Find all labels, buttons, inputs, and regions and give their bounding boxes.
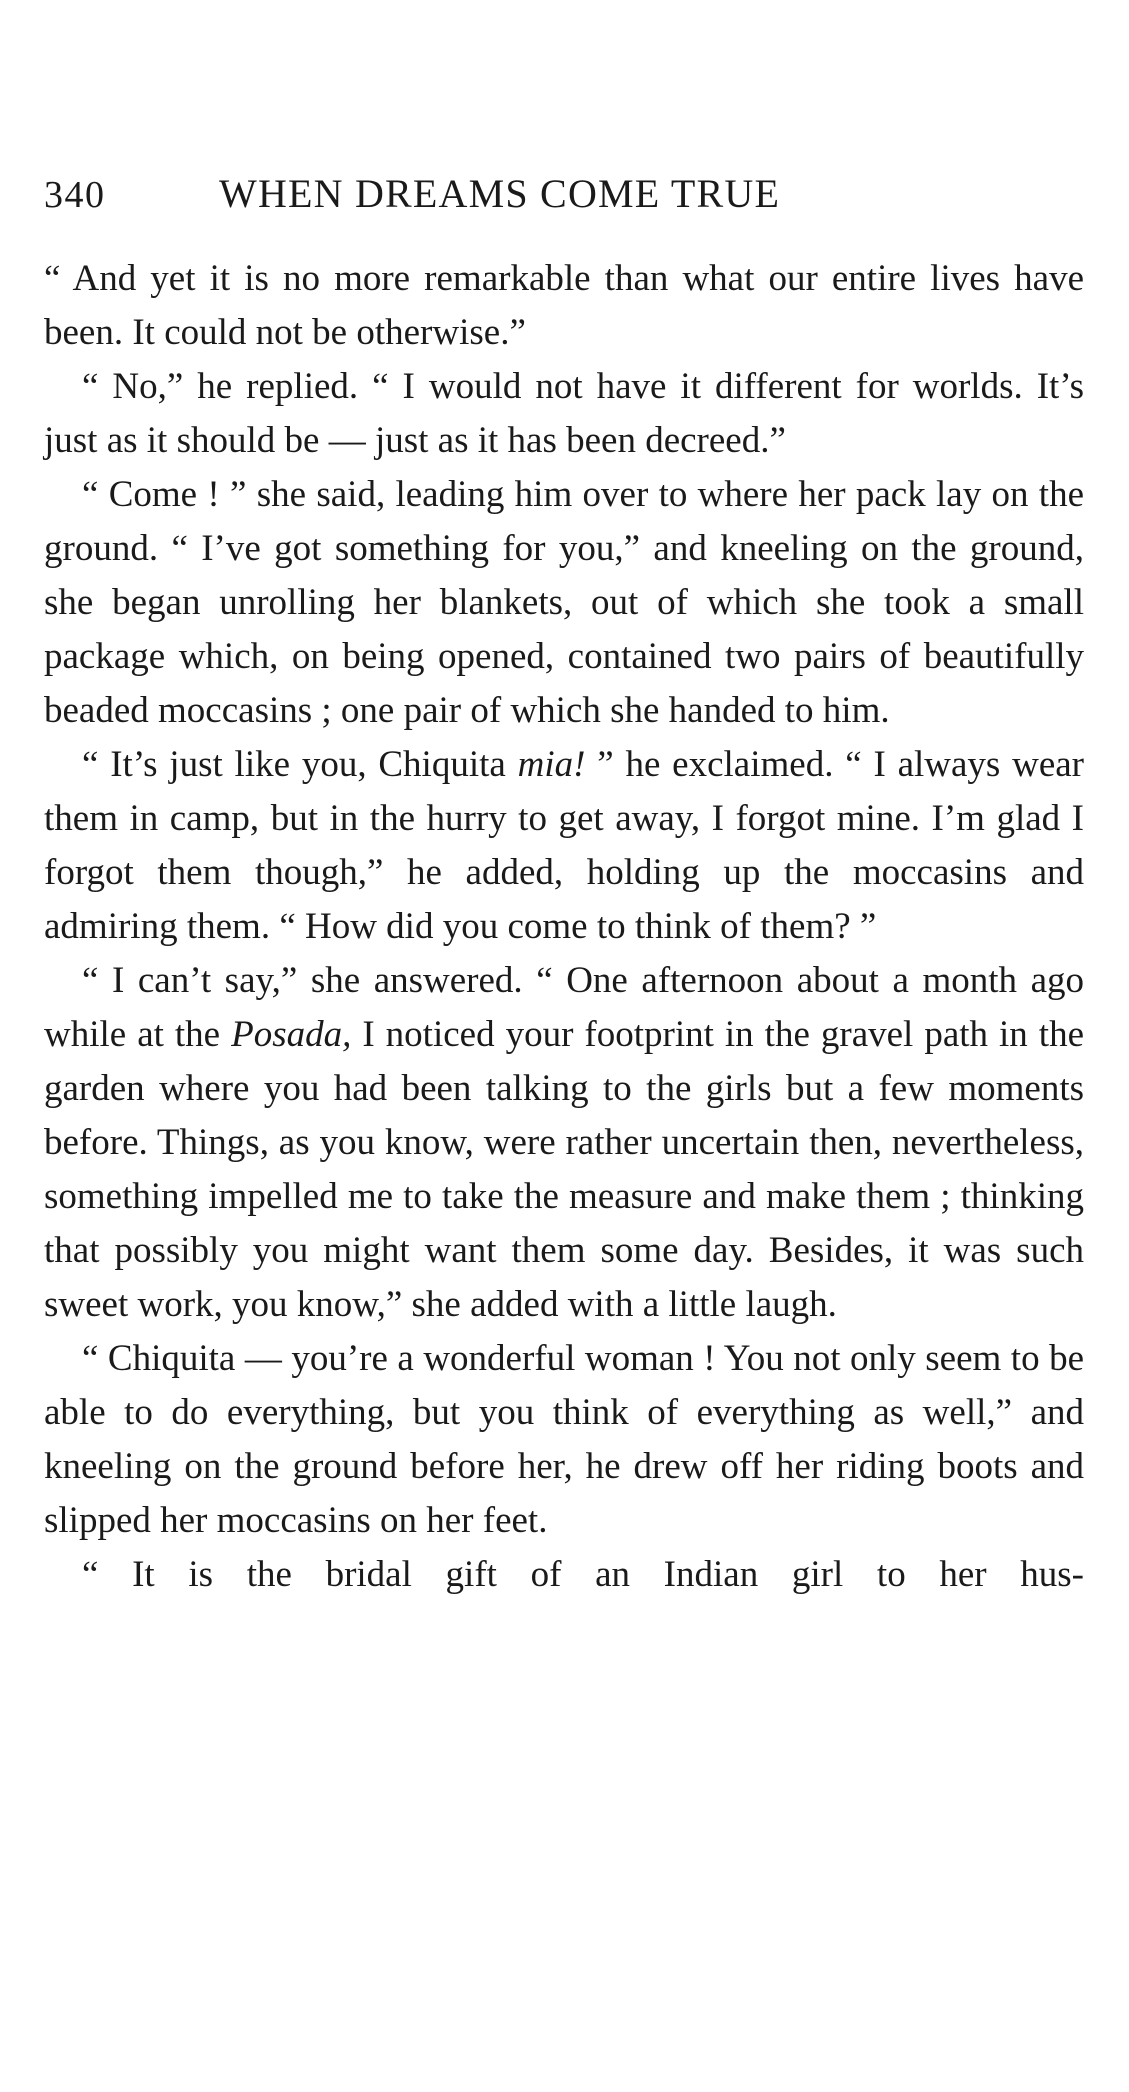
paragraph-6-text: “ Chiquita — you’re a wonderful woman ! You not only seem to be able to do everything, but you think of everything as well,” and kneeling on the ground before her, he drew off her riding boots and slipped her moccasins on her feet. — [44, 1338, 1084, 1541]
book-page — [44, 170, 1084, 1602]
paragraph-7 — [44, 1548, 1084, 1602]
paragraph-4 — [44, 738, 1084, 954]
paragraph-6 — [44, 1332, 1084, 1548]
paragraph-2 — [44, 360, 1084, 468]
paragraph-3 — [44, 468, 1084, 738]
paragraph-4-italic-mia: mia! — [517, 744, 586, 785]
paragraph-5-text-b: I noticed your footprint in the gravel path in the garden where you had been talking to the girls but a few moments before. Things, as you know, were rather uncertain then, nevertheless, something impelled me to take the measure and make them ; thinking that possibly you might want them some day. Besides, it was such sweet work, you know,” she added with a little laugh. — [44, 1014, 1084, 1325]
paragraph-1-text: “ And yet it is no more remarkable than what our entire lives have been. It could not be otherwise.” — [44, 258, 1084, 353]
paragraph-5-italic-posada: Posada, — [231, 1014, 352, 1055]
paragraph-7-text: “ It is the bridal gift of an Indian girl to her hus- — [82, 1554, 1084, 1595]
paragraph-5-text-a: “ I can’t say,” she answered. “ One afternoon about a month ago while at the — [44, 960, 1084, 1055]
paragraph-4-text-a: “ It’s just like you, Chiquita — [82, 744, 518, 785]
paragraph-4-text-b: ” he exclaimed. “ I always wear them in camp, but in the hurry to get away, I forgot mine. I’m glad I forgot them though,” he added, holding up the moccasins and admiring them. “ How did you come to think of them? ” — [44, 744, 1084, 947]
paragraph-1 — [44, 252, 1084, 360]
running-head — [44, 170, 1084, 230]
paragraph-2-text: “ No,” he replied. “ I would not have it different for worlds. It’s just as it should be — just as it has been decreed.” — [44, 366, 1084, 461]
body-text — [44, 252, 1084, 1602]
running-title: WHEN DREAMS COME TRUE — [219, 171, 781, 216]
paragraph-3-text: “ Come ! ” she said, leading him over to where her pack lay on the ground. “ I’ve got something for you,” and kneeling on the ground, she began unrolling her blankets, out of which she took a small package which, on being opened, contained two pairs of beautifully beaded moccasins ; one pair of which she handed to him. — [44, 474, 1084, 731]
page-number: 340 — [44, 174, 106, 216]
paragraph-5 — [44, 954, 1084, 1332]
